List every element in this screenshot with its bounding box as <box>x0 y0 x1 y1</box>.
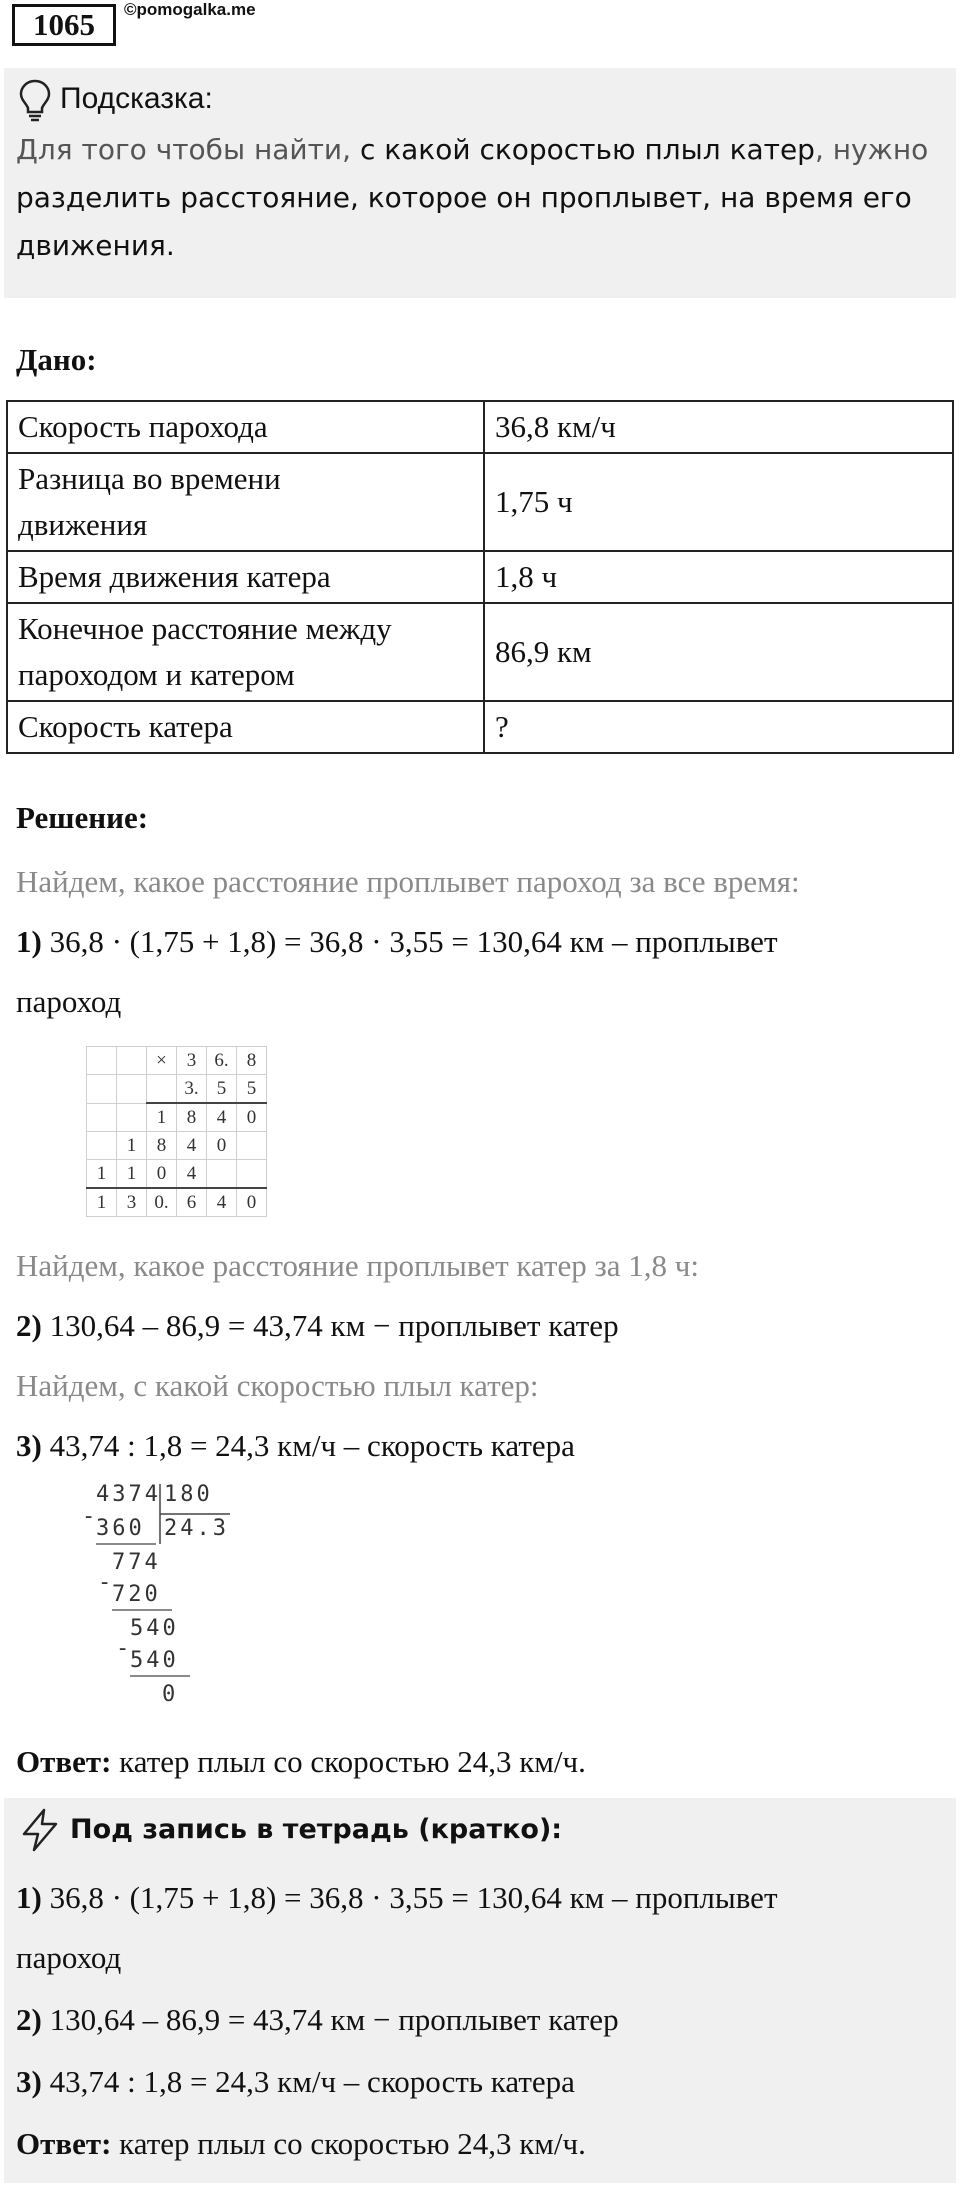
grid-cell: 8 <box>147 1132 177 1160</box>
answer-text: катер плыл со скоростью 24,3 км/ч. <box>111 1744 586 1779</box>
answer-line <box>16 1744 586 1780</box>
grid-cell: 1 <box>117 1160 147 1189</box>
hint-title: Подсказка: <box>60 82 213 115</box>
grid-cell: 4 <box>207 1103 237 1132</box>
answer-label: Ответ: <box>16 1744 112 1779</box>
hint-text-part1: Для того чтобы найти, <box>16 133 360 166</box>
grid-cell <box>87 1103 117 1132</box>
grid-cell: 8 <box>177 1103 207 1132</box>
grid-cell <box>237 1132 267 1160</box>
notebook-step2-line <box>16 2002 619 2038</box>
step-text: 36,8 · (1,75 + 1,8) = 36,8 · 3,55 = 130,64 км – проплывет <box>41 924 778 959</box>
grid-cell <box>117 1075 147 1104</box>
grid-cell: 3. <box>177 1075 207 1104</box>
notebook-step1-line <box>16 1880 778 1916</box>
grid-cell: 3 <box>117 1188 147 1217</box>
step2-line <box>16 1308 619 1344</box>
grid-cell: 1 <box>147 1103 177 1132</box>
given-label: Дано: <box>16 342 97 377</box>
table-row <box>7 401 953 453</box>
step-text: 36,8 · (1,75 + 1,8) = 36,8 · 3,55 = 130,64 км – проплывет <box>41 1880 778 1915</box>
multiplication-grid <box>86 1046 267 1217</box>
hint-box <box>4 68 956 298</box>
hint-text-part2: с какой скоростью плыл катер <box>359 133 815 166</box>
given-param <box>7 453 484 551</box>
step-number: 1) <box>16 1880 42 1915</box>
division-remainder: 0 <box>162 1682 179 1707</box>
given-param-text: Конечное расстояние между пароходом и катером <box>18 611 392 692</box>
given-value: 1,75 ч <box>484 453 953 551</box>
step1-continuation: пароход <box>16 984 122 1019</box>
grid-cell: 0 <box>147 1160 177 1189</box>
notebook-answer-line <box>16 2126 586 2162</box>
grid-cell <box>147 1075 177 1104</box>
division-lines <box>78 1482 288 1722</box>
task-number: 1065 <box>12 4 116 46</box>
grid-cell: 8 <box>237 1047 267 1075</box>
answer-text: катер плыл со скоростью 24,3 км/ч. <box>111 2126 586 2161</box>
long-division <box>78 1482 288 1722</box>
grid-cell <box>237 1160 267 1189</box>
grid-cell: 0 <box>237 1103 267 1132</box>
step3-line <box>16 1428 575 1464</box>
hint-text-part3: , нужно <box>814 133 929 166</box>
given-table <box>6 400 954 754</box>
hint-text <box>16 126 946 270</box>
division-quotient: 24.3 <box>164 1516 229 1541</box>
given-value: 86,9 км <box>484 603 953 701</box>
given-value: 36,8 км/ч <box>484 401 953 453</box>
grid-cell: 0. <box>147 1188 177 1217</box>
step-text: 43,74 : 1,8 = 24,3 км/ч – скорость катера <box>41 2064 575 2099</box>
division-minus: - <box>82 1504 99 1529</box>
grid-cell: 0 <box>207 1132 237 1160</box>
solution-label: Решение: <box>16 800 149 835</box>
hint-text-part4: разделить расстояние, которое он проплывет, на время его движения. <box>16 181 912 262</box>
notebook-title: Под запись в тетрадь (кратко): <box>70 1814 563 1845</box>
step-number: 1) <box>16 924 42 959</box>
step-number: 2) <box>16 1308 42 1343</box>
given-value: ? <box>484 701 953 753</box>
division-subtrahend: 540 <box>130 1648 179 1673</box>
grid-cell: × <box>147 1047 177 1075</box>
grid-cell: 4 <box>177 1160 207 1189</box>
step-number: 2) <box>16 2002 42 2037</box>
grid-cell <box>117 1103 147 1132</box>
division-minus: - <box>98 1570 115 1595</box>
grid-cell: 1 <box>87 1160 117 1189</box>
table-row <box>7 551 953 603</box>
grid-cell <box>87 1132 117 1160</box>
grid-cell: 5 <box>237 1075 267 1104</box>
grid-cell: 6. <box>207 1047 237 1075</box>
grid-cell <box>87 1075 117 1104</box>
step1-line <box>16 924 778 960</box>
given-param <box>7 603 484 701</box>
step-number: 3) <box>16 2064 42 2099</box>
division-dividend: 4374 <box>96 1482 161 1507</box>
grid-cell <box>87 1047 117 1075</box>
step1-intro: Найдем, какое расстояние проплывет пароход за все время: <box>16 864 800 899</box>
grid-cell: 4 <box>177 1132 207 1160</box>
grid-cell: 1 <box>87 1188 117 1217</box>
division-remainder: 774 <box>112 1550 161 1575</box>
given-param: Время движения катера <box>7 551 484 603</box>
division-divisor: 180 <box>164 1482 213 1507</box>
grid-cell: 4 <box>207 1188 237 1217</box>
division-remainder: 540 <box>130 1616 179 1641</box>
notebook-step1-continuation: пароход <box>16 1940 122 1975</box>
grid-cell <box>117 1047 147 1075</box>
division-subtrahend: 360 <box>96 1516 145 1541</box>
table-row <box>7 453 953 551</box>
lightning-icon <box>20 1808 60 1852</box>
grid-cell: 3 <box>177 1047 207 1075</box>
step2-intro: Найдем, какое расстояние проплывет катер за 1,8 ч: <box>16 1248 699 1283</box>
notebook-step3-line <box>16 2064 575 2100</box>
step-text: 130,64 – 86,9 = 43,74 км − проплывет катер <box>41 2002 619 2037</box>
table-row <box>7 701 953 753</box>
grid-cell: 0 <box>237 1188 267 1217</box>
answer-label: Ответ: <box>16 2126 112 2161</box>
grid-cell: 6 <box>177 1188 207 1217</box>
step-text: 43,74 : 1,8 = 24,3 км/ч – скорость катера <box>41 1428 575 1463</box>
step-text: 130,64 – 86,9 = 43,74 км − проплывет катер <box>41 1308 619 1343</box>
grid-cell <box>207 1160 237 1189</box>
lightbulb-icon <box>18 78 52 122</box>
grid-cell: 1 <box>117 1132 147 1160</box>
division-minus: - <box>116 1636 133 1661</box>
given-param: Скорость парохода <box>7 401 484 453</box>
given-param-text: Разница во времени движения <box>18 461 281 542</box>
step-number: 3) <box>16 1428 42 1463</box>
grid-cell: 5 <box>207 1075 237 1104</box>
division-subtrahend: 720 <box>112 1582 161 1607</box>
given-value: 1,8 ч <box>484 551 953 603</box>
notebook-box <box>4 1798 956 2183</box>
watermark: ©pomogalka.me <box>124 0 256 19</box>
table-row <box>7 603 953 701</box>
given-param: Скорость катера <box>7 701 484 753</box>
step3-intro: Найдем, с какой скоростью плыл катер: <box>16 1368 539 1403</box>
